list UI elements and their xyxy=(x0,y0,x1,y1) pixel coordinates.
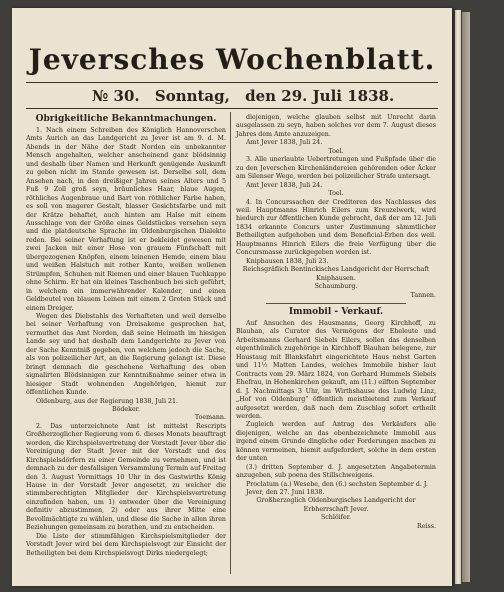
header-rule-top xyxy=(26,82,438,83)
right-column xyxy=(236,114,436,531)
issue-number: № 30. xyxy=(92,87,140,105)
notice-1-signature-2: Toemann. xyxy=(194,414,226,422)
notice-4-court: Reichsgräflich Bentinckisches Landgericht der Herrschaft Kniphausen. xyxy=(242,266,430,282)
notice-4-signature-2: Tannen. xyxy=(410,291,436,299)
page-stack-edge xyxy=(455,10,461,584)
notice-2-end: diejenigen, welche glauben selbst mit Unrecht darin ausgelassen zu seyn, haben solches vor dem 7. August dieses Jahres dem Amte anzuzeigen. xyxy=(236,114,436,138)
notice-2-signature: Toel. xyxy=(328,147,344,155)
book-spine-edge xyxy=(462,12,470,582)
section-heading-sale: Immobil - Verkauf. xyxy=(288,306,384,317)
issue-date: den 29. Juli 1838. xyxy=(245,87,395,105)
notice-3-signature: Toel. xyxy=(328,190,344,198)
notice-2-date: Amt Jever 1838, Juli 24. xyxy=(246,139,323,147)
notice-3: 3. Alle unerlaubte Uebertretungen und Fußpfade über die zu den Jeverschen Kirchenländereien gehörenden oder Äcker am Silenser Wege, werden bei polizeilicher Strafe untersagt. xyxy=(236,156,436,181)
sale-notice-proclamation: Proclatum (a.) Wesebe, den (6.) sechsten September d. J. xyxy=(246,480,428,488)
notice-1: 1. Nach einem Schreiben des Königlich Hannoverschen Amts Aurich an das Landgericht zu Jever ist am 9. d. M. Abends in der Nähe der Stadt Norden ein unbekannter Mensch angehalten, welcher anscheinend ganz blödsinnig und deshalb über Namen und Herkunft genügende Auskunft zu geben nicht im Stande gewesen ist. Derselbe soll, dem Ansehen nach, in den dreißiger Jahren seines Alters und 5 Fuß 9 Zoll groß seyn, bräunliches Haar, blaue Augen, röthliches Augenbraue und Bart von röthlicher Farbe haben, es soll von magerer Gestalt, blasser Gesichtsfarbe und mit der Krätze behaftet, auch hinten am Halse mit einem Ausschlage von der Größe eines Geldstückes versehen seyn und die platdeutsche Sprache im Oldenburgischen Dialekte reden. Bei seiner Verhaftung ist er bekleidet gewesen mit zwei Jacken mit einer Hose von grauem Fünfschaft mit übergezogenen Knöpfen, einem leinenen Hemde, einem blau und weißen Halstuch mit rother Kante, weißen wollenen Strümpfen, Schuhen mit Riemen und einer blauen Tuchkappe ohne Schirm. Er hat ein kleines Taschenbuch bei sich geführt, in welchem ein immerwährender Kalender, und einen Geldbeutel von blauem Leinen mit einem 2 Groten Stück und einem Dreiger. xyxy=(26,127,226,312)
sale-notice-claims-2: (3.) dritten September d. J. angesetzten Angabetermin anzugeben, sub poena des Stillschweigens. xyxy=(236,463,436,480)
sale-notice-date: Jever, den 27. Juni 1838. xyxy=(246,489,325,497)
masthead-title: Jeversches Wochenblatt. xyxy=(28,43,436,76)
sale-notice: Auf Ansuchen des Hausmanns, Georg Kirchhoff, zu Blauhan, als Curator des Vermögens der Eheleute und Arbeitsmanns Gerhard Siebels Eilers, sollen das denselben eigenthümlich zugehörige in Kirchhoff Blauhan belegene, zur Haustaug mit Blanksfahrt eingerichtete Haus nebst Garten und 11½ Matten Landes, welches Immobile bisher laut Contracts vom 29. März 1824, von Gerhard Hummels Siebels Ehefrau, in Hohenkirchen gekauft, am (11.) eilften September d. J. Nachmittags 3 Uhr, im Wirthshause des Ludwig Linz, „Hof von Oldenburg“ öffentlich meistbietend zum Verkauf aufgesetzt werden, daß nach dem Zuschlag sofort ertheilt werden. xyxy=(236,319,436,420)
newspaper-page xyxy=(12,8,452,586)
sale-notice-signature-2: Reiss. xyxy=(417,522,436,530)
sale-notice-claims: Zugleich werden auf Antrag des Verkäufers alle diejenigen, welche an das ebenbezeichnete Immobil aus irgend einem Grunde dingliche oder Forderungen machen zu können vermeinen, hiemit aufgefordert, solche in dem ersten der unten xyxy=(236,421,436,463)
sale-notice-signature: Schlöifer. xyxy=(320,514,352,522)
notice-1-continued: Wegen des Diebstahls des Verhafteten und weil derselbe bei seiner Verhaftung von Dreisakeme gesprochen hat, vermuthet das Amt Norden, daß seine Heimath im hiesigen Lande sey und hat deshalb dem Landgerichte zu Jever von der Sache Kenntniß gegeben, von welchem jedoch die Sache, als von polizeilicher Art, an die Regierung gelangt ist. Diese bringt demnach die geschehene Verhaftung des oben signalirten Blödsinnigen zur Kenntnißnahme seiner etwa in hiesiger Stadt wohnenden Angehörigen, hiemit zur öffentlichen Kunde. xyxy=(26,312,226,397)
notice-3-date: Amt Jever 1838, Juli 24. xyxy=(246,181,323,189)
notice-1-signature: Bödeker. xyxy=(111,405,141,413)
notice-4: 4. In Concurssachen der Creditoren des Nachlasses des weil. Hauptmanns Hinrich Eilers zum Kreuzelwerk, wird hiedurch zur öffentlichen Kunde gebracht, daß der am 12. Juli 1834 erkannte Concurs unter Zustimmung sämmtlicher Betheiligten aufgehoben und dem Beneficial-Erben des weil. Hauptmanns Hinrich Eilers die freie Verfügung über die Concursmasse zurückgegeben worden ist. xyxy=(236,198,436,257)
left-column xyxy=(26,114,226,558)
header-rule-bottom xyxy=(26,108,438,109)
issue-day: Sonntag, xyxy=(154,87,230,105)
notice-2-continued: Die Liste der stimmfähigen Kirchspielsmitglieder der Vorstadt Jever wird bei dem Kirchspielsvogt zur Einsicht der Betheiligten bei dem Kirchspielsvogt Dirks niedergelegt; xyxy=(26,532,226,557)
section-divider xyxy=(266,303,406,304)
notice-2: 2. Das unterzeichnete Amt ist mittelst Rescripts Großherzoglicher Regierung vom 6. dieses Monats beauftragt worden, die Kirchspielsvertretung der Vorstadt Jever über die Vereinigung der Stadt Jever mit der Vorstadt und des Kirchspielsdörfern zu einer Gemeinde zu vernehmen, und ist demnach zu der desfallsigen Versammlung Termin auf Freitag den 3. August Vormittags 10 Uhr in des Gastwirths König Hause in der Vorstadt Jever angesetzt, zu welcher die stimmberechtigten Mitglieder der Kirchspielsvertretung einzufinden haben, um 1) entweder über die Vereinigung definitiv abzustimmen, 2) oder aus ihrer Mitte eine Bevollmächtigte zu wählen, und diese die Sache in allen ihren Beziehungen gemeinsam zu berathen, und zu entscheiden. xyxy=(26,422,226,532)
issue-line xyxy=(92,87,432,105)
notice-4-date: Kniphausen 1838, Juli 23. xyxy=(246,257,329,265)
notice-1-date: Oldenburg, aus der Regierung 1838, Juli 21. xyxy=(36,397,178,405)
notice-4-signature: Schaumburg. xyxy=(314,283,358,291)
sale-notice-court: Großherzoglich Oldenburgisches Landgericht der Erbherrschaft Jever. xyxy=(256,497,416,513)
column-divider xyxy=(230,112,231,574)
section-heading-notices: Obrigkeitliche Bekanntmachungen. xyxy=(35,114,217,124)
